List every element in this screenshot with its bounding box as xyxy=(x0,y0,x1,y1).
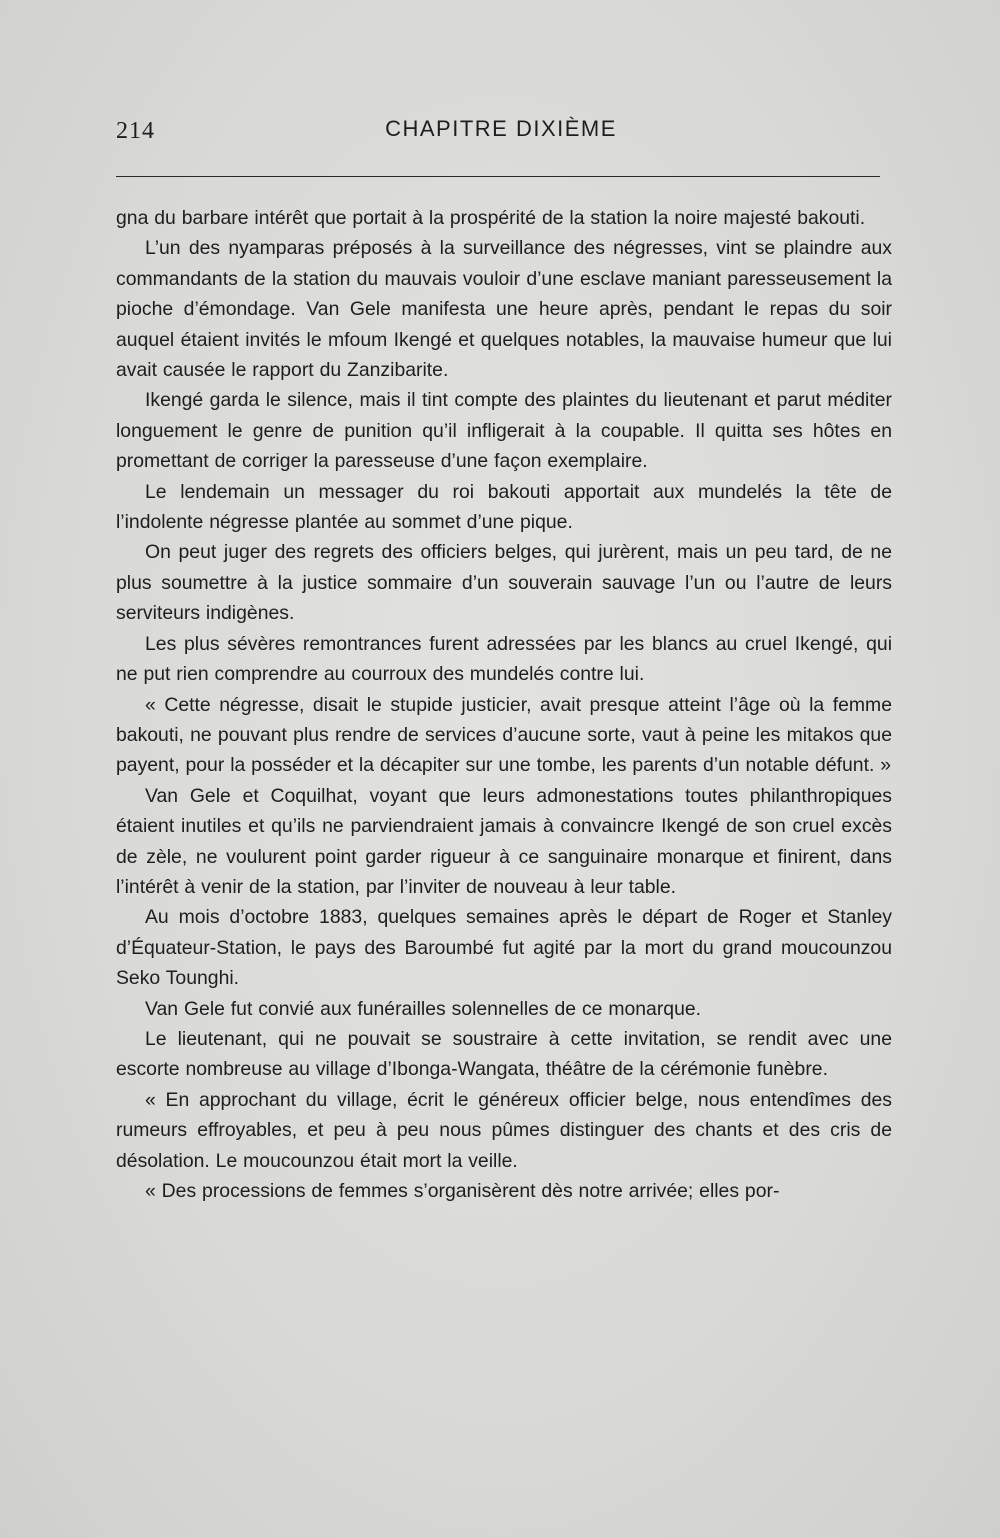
body-text xyxy=(116,203,892,1206)
paragraph: L’un des nyamparas préposés à la surveillance des négresses, vint se plaindre aux commandants de la station du mauvais vouloir d’une esclave maniant paresseusement la pioche d’émondage. Van Gele manifesta une heure après, pendant le repas du soir auquel étaient invités le mfoum Ikengé et quelques notables, la mauvaise humeur que lui avait causée le rapport du Zanzibarite. xyxy=(116,237,892,382)
paragraph: « Des processions de femmes s’organisèrent dès notre arrivée; elles por- xyxy=(145,1180,780,1202)
running-head xyxy=(116,112,886,152)
paragraph: Le lendemain un messager du roi bakouti apportait aux mundelés la tête de l’indolente négresse plantée au sommet d’une pique. xyxy=(116,480,892,534)
paragraph: Van Gele et Coquilhat, voyant que leurs admonestations toutes philanthropiques étaient inutiles et qu’ils ne parviendraient jamais à convaincre Ikengé de son cruel excès de zèle, ne voulurent point garder rigueur à ce sanguinaire monarque et finirent, dans l’intérêt à venir de la station, par l’inviter de nouveau à leur table. xyxy=(116,784,892,898)
paragraph: gna du barbare intérêt que portait à la prospérité de la station la noire majesté bakouti. xyxy=(116,207,866,229)
paragraph: On peut juger des regrets des officiers belges, qui jurèrent, mais un peu tard, de ne plus soumettre à la justice sommaire d’un souverain sauvage l’un ou l’autre de leurs serviteurs indigènes. xyxy=(116,541,892,625)
paragraph: Au mois d’octobre 1883, quelques semaines après le départ de Roger et Stanley d’Équateur-Station, le pays des Baroumbé fut agité par la mort du grand moucounzou Seko Tounghi. xyxy=(116,906,892,990)
chapter-title: CHAPITRE DIXIÈME xyxy=(385,116,617,141)
paragraph: « Cette négresse, disait le stupide justicier, avait presque atteint l’âge où la femme bakouti, ne pouvant plus rendre de services d’aucune sorte, vaut à peine les mitakos que payent, pour la posséder et la décapiter sur une tombe, les parents d’un notable défunt. » xyxy=(116,693,892,777)
paragraph: Ikengé garda le silence, mais il tint compte des plaintes du lieutenant et parut méditer longuement le genre de punition qu’il infligerait à la coupable. Il quitta ses hôtes en promettant de corriger la paresseuse d’une façon exemplaire. xyxy=(116,389,892,473)
paragraph: Le lieutenant, qui ne pouvait se soustraire à cette invitation, se rendit avec une escorte nombreuse au village d’Ibonga-Wangata, théâtre de la cérémonie funèbre. xyxy=(116,1027,892,1081)
page-number: 214 xyxy=(116,118,155,144)
paragraph: Van Gele fut convié aux funérailles solennelles de ce monarque. xyxy=(145,997,702,1020)
paragraph: Les plus sévères remontrances furent adressées par les blancs au cruel Ikengé, qui ne put rien comprendre au courroux des mundelés contre lui. xyxy=(116,632,892,686)
header-rule xyxy=(116,176,880,177)
paragraph: « En approchant du village, écrit le généreux officier belge, nous entendîmes des rumeurs effroyables, et peu à peu nous pûmes distinguer des chants et des cris de désolation. Le moucounzou était mort la veille. xyxy=(116,1088,892,1172)
